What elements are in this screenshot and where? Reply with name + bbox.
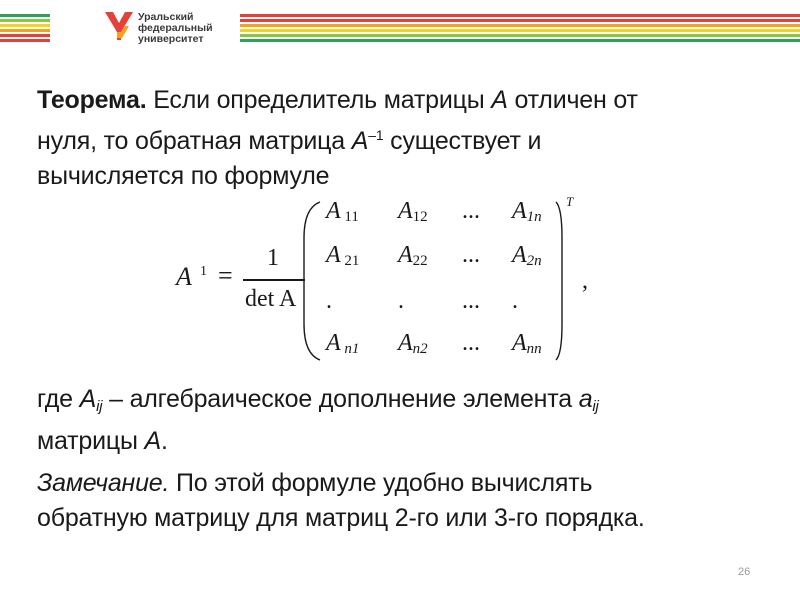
where-line-1: где $A_{ij}$ – алгебраическое дополнение элемента $a_{ij}$ <box>37 385 599 415</box>
matrix-cell-4-4: Ann <box>512 330 542 357</box>
theorem-paragraph <box>37 83 767 194</box>
matrix-cell-2-1: A 21 <box>326 242 360 269</box>
matrix-cell-4-1: A n1 <box>326 330 360 357</box>
matrix-cell-1-3: ... <box>462 198 480 224</box>
fraction-denominator: det A <box>245 286 297 312</box>
right-parenthesis <box>556 202 562 360</box>
remark-line-1: Замечание. По этой формуле удобно вычислять <box>37 469 593 497</box>
matrix-cell-4-2: An2 <box>398 330 428 357</box>
fraction-bar <box>243 279 305 281</box>
university-logo-icon <box>102 8 136 42</box>
where-paragraph <box>37 382 767 459</box>
left-parenthesis <box>304 202 320 360</box>
formula-lhs: A <box>176 262 192 291</box>
matrix-cell-4-3: ... <box>462 330 480 356</box>
remark-line-2: обратную матрицу для матриц 2-го или 3-го порядка. <box>37 504 645 532</box>
logo-line-1: Уральский <box>138 11 194 23</box>
matrix-cell-3-4: . <box>512 288 518 314</box>
fraction-numerator: 1 <box>267 245 279 271</box>
theorem-label: Теорема. <box>37 86 147 114</box>
remark-label: Замечание. <box>37 469 170 497</box>
matrix-cell-1-1: A 11 <box>326 198 359 225</box>
matrix-cell-3-2: . <box>398 288 404 314</box>
formula-comma: , <box>582 268 588 294</box>
formula-equals: = <box>218 261 233 290</box>
matrix-var: A <box>491 86 508 114</box>
where-line-2: матрицы A. <box>37 427 168 455</box>
formula-lhs-superscript: 1 <box>200 264 207 279</box>
matrix-cell-2-3: ... <box>462 242 480 268</box>
matrix-cell-1-2: A12 <box>398 198 428 225</box>
remark-paragraph <box>37 466 767 536</box>
matrix-cell-1-4: A1n <box>512 198 542 225</box>
matrix-cell-2-2: A22 <box>398 242 428 269</box>
theorem-line-3: вычисляется по формуле <box>37 162 330 190</box>
transpose-mark: T <box>566 194 574 209</box>
theorem-line-2: нуля, то обратная матрица $A^{-1}$ существует и <box>37 127 542 155</box>
matrix-cell-3-3: ... <box>462 288 480 314</box>
matrix-cell-2-4: A2n <box>512 242 542 269</box>
logo-line-2: федеральный <box>138 22 213 34</box>
page-number: 26 <box>738 566 751 578</box>
theorem-line-1: Теорема. Если определитель матрицы A отличен от <box>37 86 638 114</box>
logo-line-3: университет <box>138 33 204 45</box>
matrix-cell-3-1: . <box>326 288 332 314</box>
university-logo-text <box>138 12 213 45</box>
